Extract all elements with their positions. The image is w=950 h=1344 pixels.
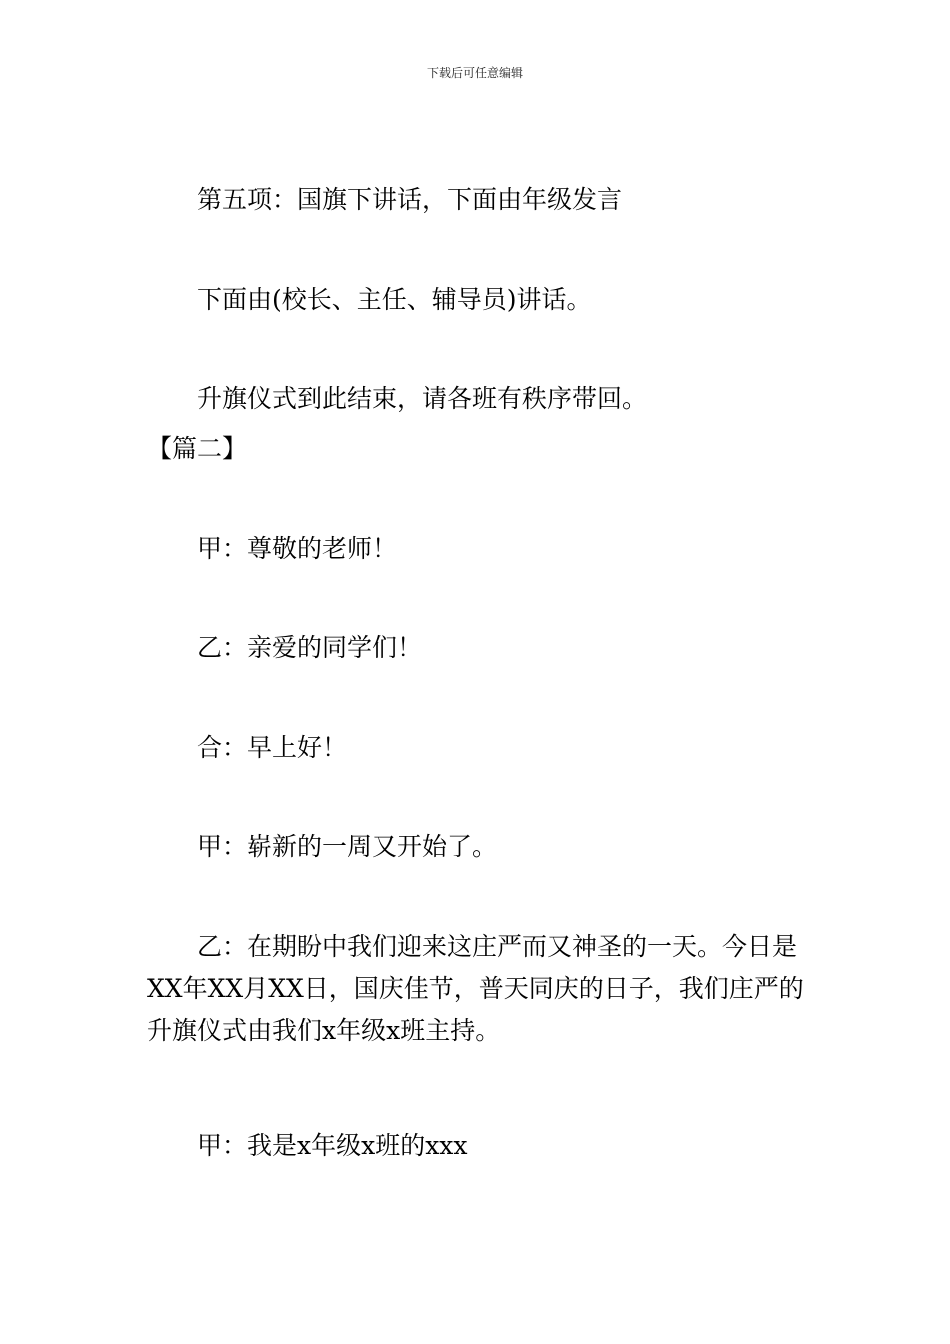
paragraph-speech: 下面由(校长、主任、辅导员)讲话。 [197,285,592,314]
paragraph-greeting-teacher: 甲：尊敬的老师！ [197,534,398,563]
paragraph-national-day: 乙：在期盼中我们迎来这庄严而又神圣的一天。今日是XX年XX月XX日，国庆佳节，普天同庆的日子，我们庄严的升旗仪式由我们x年级x班主持。 [147,932,804,1045]
paragraph-host-intro: 甲：我是x年级x班的xxx [197,1131,468,1160]
paragraph-greeting-students: 乙：亲爱的同学们！ [197,633,423,662]
paragraph-new-week: 甲：崭新的一周又开始了。 [197,832,498,861]
section-heading: 【篇二】 [147,434,248,463]
page-header: 下载后可任意编辑 [426,66,523,80]
paragraph-good-morning: 合：早上好！ [197,733,348,762]
paragraph-item-5: 第五项：国旗下讲话，下面由年级发言 [197,185,623,214]
paragraph-closing: 升旗仪式到此结束，请各班有秩序带回。 [197,384,648,413]
